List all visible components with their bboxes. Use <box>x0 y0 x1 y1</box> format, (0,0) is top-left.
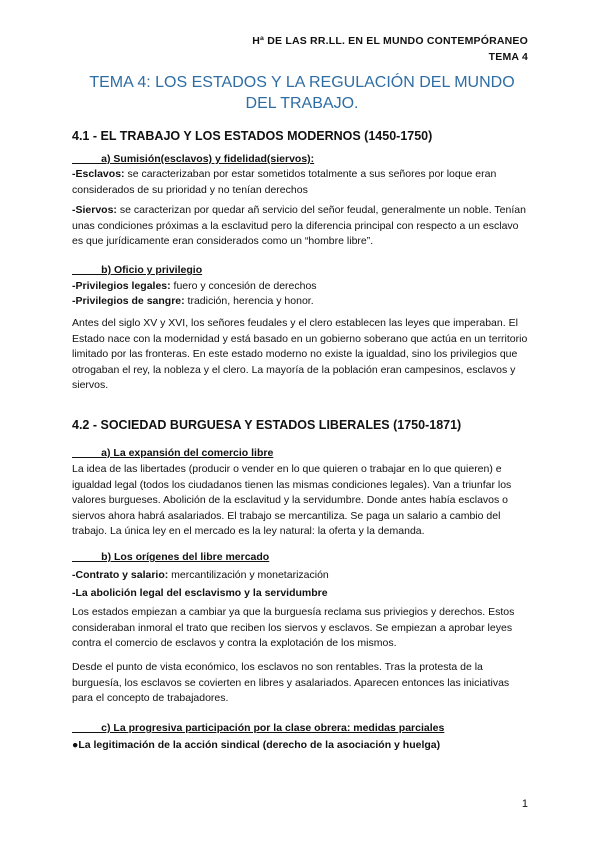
paragraph-contrato-salario <box>72 568 532 584</box>
running-header-course: Hª DE LAS RR.LL. EN EL MUNDO CONTEMPÓRANEO <box>252 35 528 47</box>
paragraph-estado-moderno: Antes del siglo XV y XVI, los señores feudales y el clero establecen las leyes que imperaban. El Estado nace con la modernidad y está basado en un gobierno soberano que actúa en un territorio limitado por las fronteras. En este estado moderno no existe la igualdad, sino los privilegios que otrogaban el rey, la nobleza y el clero. La mayoría de la población eran campesinos, esclavos y siervos. <box>72 317 528 391</box>
page-title-line-2: DEL TRABAJO. <box>245 95 359 112</box>
definition-privilegios-legales: fuero y concesión de derechos <box>170 280 317 292</box>
running-header-topic: TEMA 4 <box>488 51 528 63</box>
section-heading-4-1: 4.1 - EL TRABAJO Y LOS ESTADOS MODERNOS (1450-1750) <box>72 129 433 143</box>
paragraph-privilegios-legales <box>72 279 532 295</box>
term-privilegios-legales: -Privilegios legales: <box>72 280 171 292</box>
page-title-line-1: TEMA 4: LOS ESTADOS Y LA REGULACIÓN DEL MUNDO <box>89 74 515 91</box>
bullet-legitimacion-sindical: ●La legitimación de la acción sindical (derecho de la asociación y huelga) <box>72 739 441 751</box>
paragraph-abolicion: -La abolición legal del esclavismo y la servidumbre <box>72 587 328 599</box>
page-title <box>72 72 532 114</box>
term-siervos: -Siervos: <box>72 204 117 216</box>
subheading-participacion-obrera: c) La progresiva participación por la clase obrera: medidas parciales <box>72 722 445 734</box>
subheading-oficio: b) Oficio y privilegio <box>72 264 203 276</box>
definition-esclavos: se caracterizaban por estar sometidos totalmente a sus señores por loque eran considerados de su prioridad y no tenían derechos <box>72 168 497 196</box>
paragraph-privilegios-sangre <box>72 294 532 310</box>
subheading-sumision: a) Sumisión(esclavos) y fidelidad(siervos): <box>72 153 315 165</box>
definition-contrato-salario: mercantilización y monetarización <box>168 569 329 581</box>
term-esclavos: -Esclavos: <box>72 168 125 180</box>
paragraph-esclavos <box>72 167 532 198</box>
page-number: 1 <box>521 798 528 810</box>
term-contrato-salario: -Contrato y salario: <box>72 569 169 581</box>
section-heading-4-2: 4.2 - SOCIEDAD BURGUESA Y ESTADOS LIBERALES (1750-1871) <box>72 418 462 432</box>
paragraph-estados-cambian: Los estados empiezan a cambiar ya que la burguesía reclama sus priviegios y derechos. Estos consideraban inmoral el trato que reciben los siervos y esclavos. Se empiezan a aprobar leyes contra el comercio de esclavos y contra la explotación de los mismos. <box>72 606 515 649</box>
definition-siervos: se caracterizan por quedar añ servicio del señor feudal, generalmente un noble. Tenían unas condiciones próximas a la esclavitud pero la diferencia principal con respecto a un esclavo es que jurídicamente eran considerados como un “hombre libre”. <box>72 204 526 247</box>
paragraph-siervos <box>72 203 532 250</box>
paragraph-expansion-comercio: La idea de las libertades (producir o vender en lo que quieren o trabajar en lo que quieren) e igualdad legal (todos los ciudadanos tienen las mismas condiciones legales). Van a triunfar los valores burgueses. Abolición de la esclavitud y la servidumbre. Donde antes había esclavos o siervos ahora habrá asalariados. El trabajo se mercantiliza. Se paga un salario a cambio del trabajo. La única ley en el mercado es la ley natural: la oferta y la demanda. <box>72 463 512 537</box>
subheading-libre-mercado: b) Los orígenes del libre mercado <box>72 551 270 563</box>
subheading-expansion-comercio: a) La expansión del comercio libre <box>72 447 274 459</box>
paragraph-punto-vista-economico: Desde el punto de vista económico, los esclavos no son rentables. Tras la protesta de la burguesía, los esclavos se covierten en libres y asalariados. Aparecen entonces las iniciativas para el concepto de trabajadores. <box>72 661 510 704</box>
term-privilegios-sangre: -Privilegios de sangre: <box>72 295 185 307</box>
definition-privilegios-sangre: tradición, herencia y honor. <box>184 295 314 307</box>
